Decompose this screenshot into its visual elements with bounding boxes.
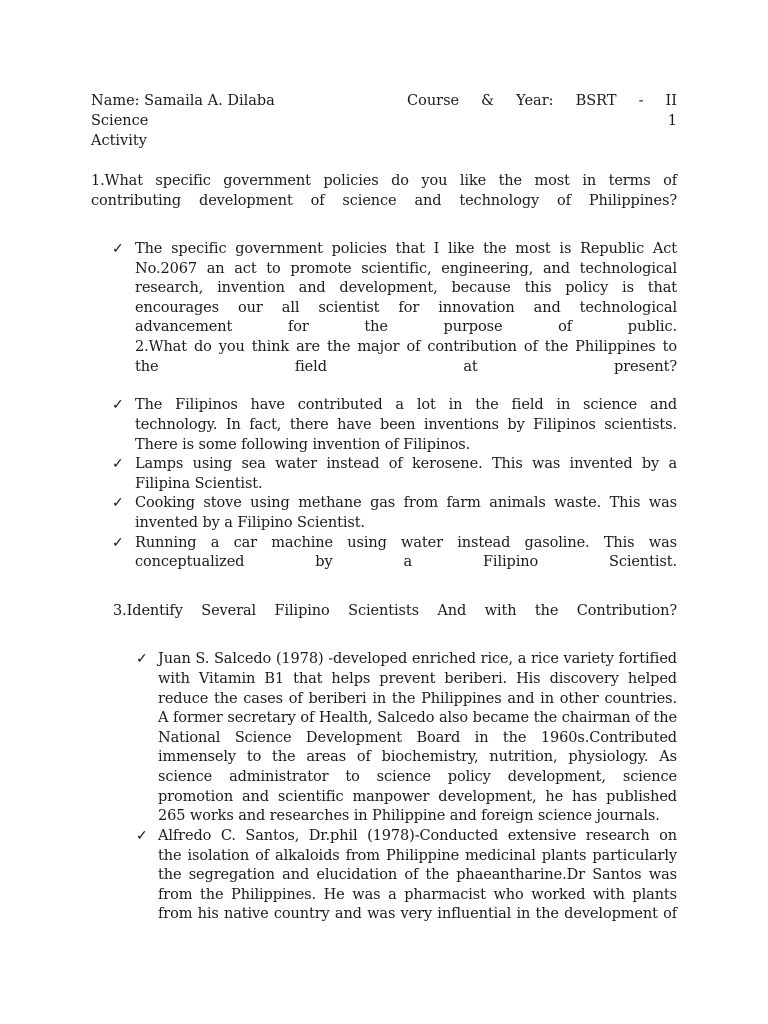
answer-1-line: The specific government policies that I like the most is Republic Act (135, 241, 677, 257)
answer-3-line: the isolation of alkaloids from Philippine medicinal plants particularly (158, 848, 677, 864)
answer-2-line: Filipina Scientist. (135, 476, 263, 492)
answer-3-line: science administrator to science policy development, science (158, 769, 677, 785)
answer-3-line: A former secretary of Health, Salcedo also became the chairman of the (158, 710, 677, 726)
answer-2-line: The Filipinos have contributed a lot in the field in science and (135, 397, 677, 413)
answer-3-line: 265 works and researches in Philippine and foreign science journals. (158, 808, 660, 824)
answer-2-line: conceptualized by a Filipino Scientist. (135, 554, 677, 570)
answer-1-line: advancement for the purpose of public. (135, 319, 677, 335)
check-mark-icon: ✓ (136, 651, 148, 667)
answer-3-line: with Vitamin B1 that helps prevent beriberi. His discovery helped (158, 671, 677, 687)
answer-1-line: research, invention and development, because this policy is that (135, 280, 677, 296)
answer-1-line: encourages our all scientist for innovation and technological (135, 300, 677, 316)
answer-2-line: Lamps using sea water instead of kerosene. This was invented by a (135, 456, 677, 472)
question-3: 3.Identify Several Filipino Scientists And with the Contribution? (113, 603, 677, 619)
subject-number: 1 (667, 113, 677, 129)
check-mark-icon: ✓ (112, 535, 124, 551)
answer-3-line: Juan S. Salcedo (1978) -developed enriched rice, a rice variety fortified (158, 651, 677, 667)
course-year: Course & Year: BSRT - II (407, 93, 677, 109)
document-header (91, 92, 677, 156)
check-mark-icon: ✓ (112, 495, 124, 511)
question-2-line-2: the field at present? (135, 359, 677, 375)
check-mark-icon: ✓ (112, 397, 124, 413)
answer-3-line: from the Philippines. He was a pharmacist who worked with plants (158, 887, 677, 903)
answer-2-line: Cooking stove using methane gas from farm animals waste. This was (135, 495, 677, 511)
answer-2-line: Running a car machine using water instead gasoline. This was (135, 535, 677, 551)
answer-2-line: invented by a Filipino Scientist. (135, 515, 365, 531)
answer-3-line: immensely to the areas of biochemistry, nutrition, physiology. As (158, 749, 677, 765)
answer-3-line: promotion and scientific manpower development, he has published (158, 789, 677, 805)
answer-3-line: National Science Development Board in the 1960s.Contributed (158, 730, 677, 746)
answer-3-line: reduce the cases of beriberi in the Philippines and in other countries. (158, 691, 677, 707)
answer-1-line: No.2067 an act to promote scientific, engineering, and technological (135, 261, 677, 277)
subject-label: Science (91, 113, 149, 129)
question-1-line-1: 1.What specific government policies do you like the most in terms of (91, 173, 677, 189)
activity-label: Activity (91, 133, 147, 149)
check-mark-icon: ✓ (112, 456, 124, 472)
question-1-line-2: contributing development of science and technology of Philippines? (91, 193, 677, 209)
answer-3-line: the segregation and elucidation of the phaeantharine.Dr Santos was (158, 867, 677, 883)
answer-3-line: from his native country and was very influential in the development of (158, 906, 677, 922)
check-mark-icon: ✓ (112, 241, 124, 257)
question-2-line-1: 2.What do you think are the major of contribution of the Philippines to (135, 339, 677, 355)
answer-2-line: technology. In fact, there have been inventions by Filipinos scientists. (135, 417, 677, 433)
check-mark-icon: ✓ (136, 828, 148, 844)
answer-2-line: There is some following invention of Filipinos. (135, 437, 471, 453)
answer-3-line: Alfredo C. Santos, Dr.phil (1978)-Conducted extensive research on (158, 828, 677, 844)
student-name: Name: Samaila A. Dilaba (91, 93, 275, 109)
